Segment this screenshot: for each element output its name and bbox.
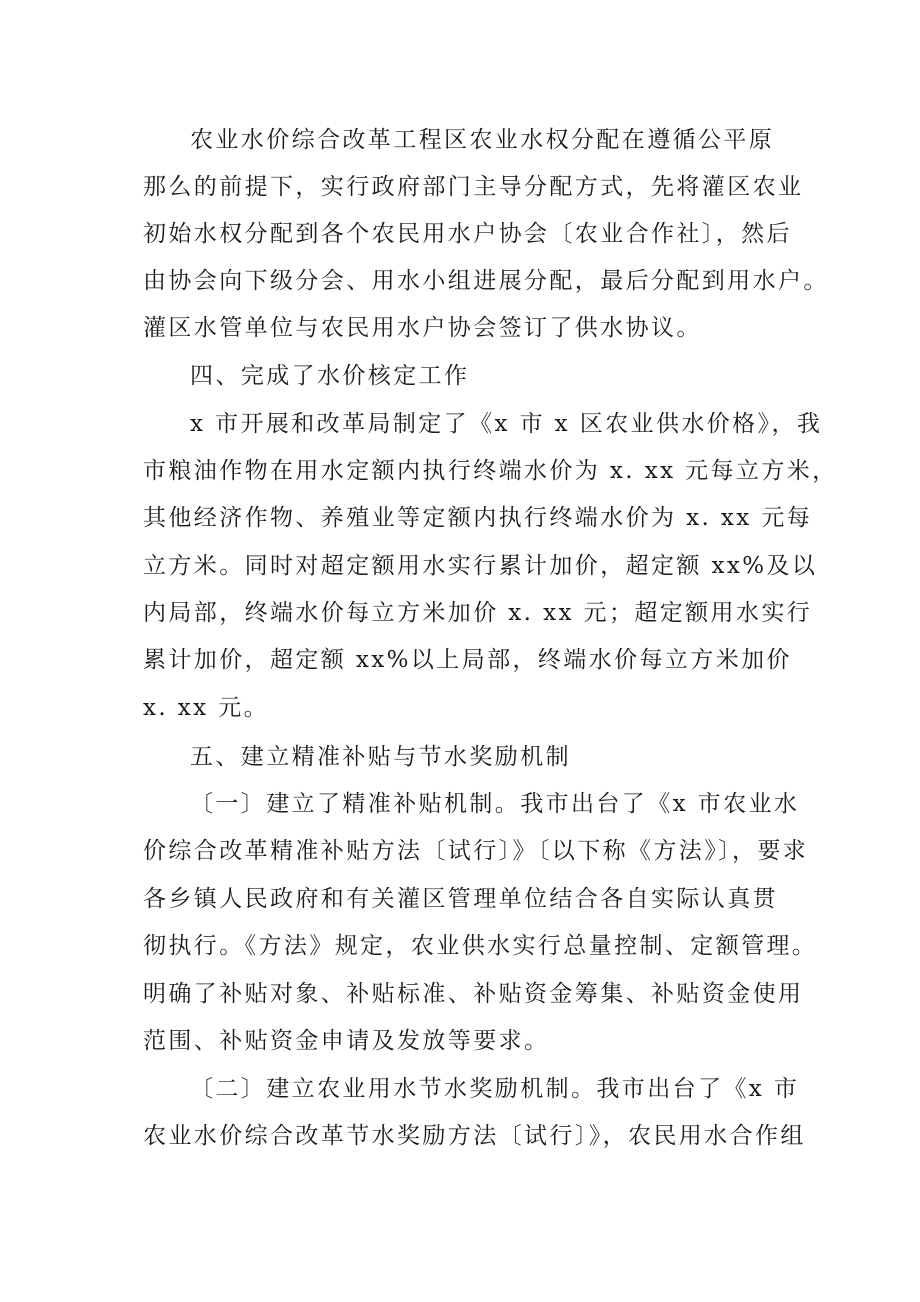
- text-line-7: x 市开展和改革局制定了《x 市 x 区农业供水价格》，我: [190, 411, 823, 437]
- text-line-1: 农业水价综合改革工程区农业水权分配在遵循公平原: [190, 127, 775, 153]
- text-line-16: 价综合改革精准补贴方法〔试行〕》〔以下称《方法》〕，要求: [143, 838, 809, 864]
- text-line-19: 明确了补贴对象、补贴标准、补贴资金筹集、补贴资金使用: [143, 981, 804, 1007]
- text-line-15: 〔一〕建立了精准补贴机制。我市出台了《x 市农业水: [190, 791, 800, 817]
- text-line-8: 市粮油作物在用水定额内执行终端水价为 x. xx 元每立方米，: [143, 458, 838, 484]
- text-line-4: 由协会向下级分会、用水小组进展分配，最后分配到用水户。: [143, 268, 829, 294]
- text-line-17: 各乡镇人民政府和有关灌区管理单位结合各自实际认真贯: [143, 886, 778, 912]
- text-line-9: 其他经济作物、养殖业等定额内执行终端水价为 x. xx 元每: [143, 505, 813, 531]
- text-line-12: 累计加价，超定额 xx%以上局部，终端水价每立方米加价: [143, 647, 792, 673]
- section-heading-5: 五、建立精准补贴与节水奖励机制: [190, 744, 571, 770]
- text-line-11: 内局部，终端水价每立方米加价 x. xx 元；超定额用水实行: [143, 600, 813, 626]
- text-line-13: x. xx 元。: [143, 695, 270, 721]
- text-line-10: 立方米。同时对超定额用水实行累计加价，超定额 xx%及以: [143, 553, 818, 579]
- text-line-5: 灌区水管单位与农民用水户协会签订了供水协议。: [143, 315, 702, 341]
- section-heading-4: 四、完成了水价核定工作: [190, 363, 470, 389]
- text-line-20: 范围、补贴资金申请及发放等要求。: [143, 1028, 550, 1054]
- text-line-22: 农业水价综合改革节水奖励方法〔试行〕》，农民用水合作组: [143, 1123, 806, 1149]
- text-line-3: 初始水权分配到各个农民用水户协会〔农业合作社〕，然后: [143, 221, 792, 247]
- text-line-2: 那么的前提下，实行政府部门主导分配方式，先将灌区农业: [143, 174, 804, 200]
- text-line-18: 彻执行。《方法》规定，农业供水实行总量控制、定额管理。: [143, 933, 818, 959]
- text-line-21: 〔二〕建立农业用水节水奖励机制。我市出台了《x 市: [190, 1076, 800, 1102]
